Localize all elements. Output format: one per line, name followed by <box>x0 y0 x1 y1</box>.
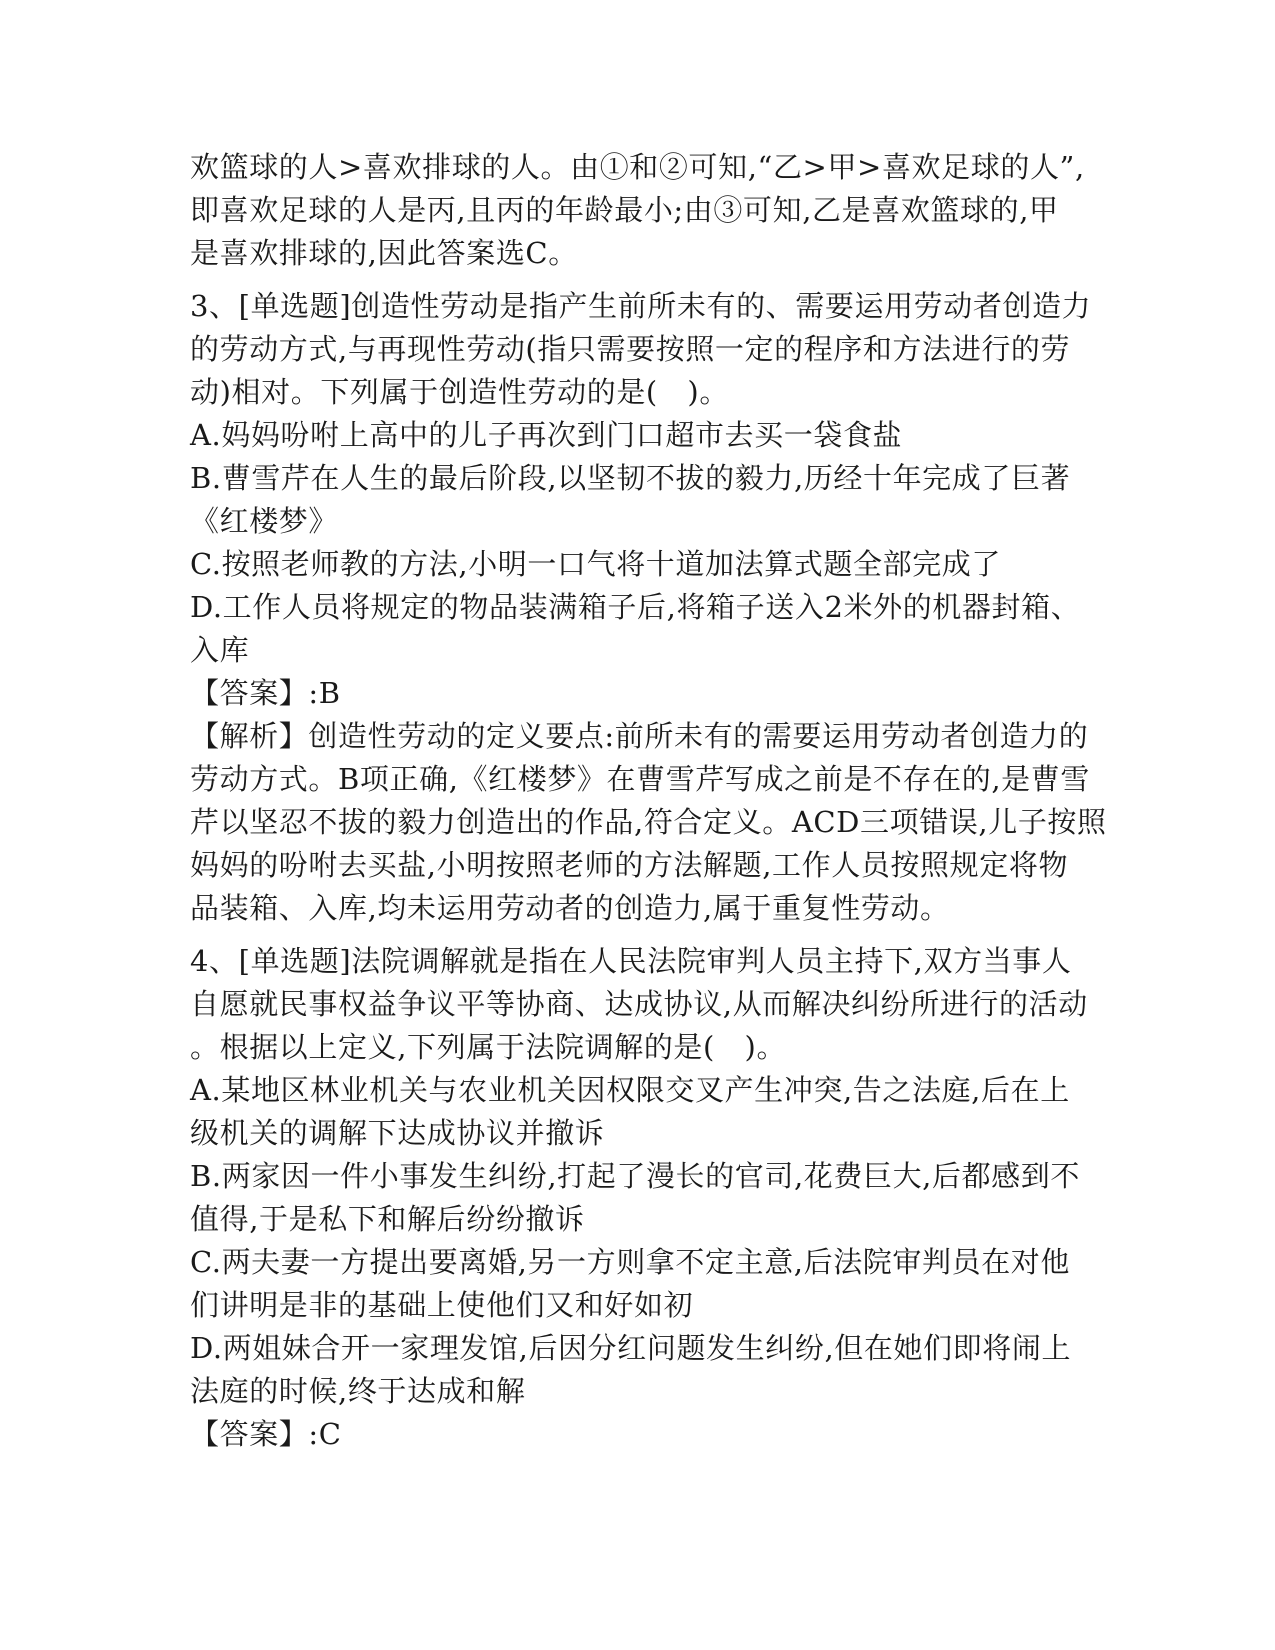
option-d: D.工作人员将规定的物品装满箱子后,将箱子送入2米外的机器封箱、 <box>190 590 1081 624</box>
option-d-continued: 入库 <box>190 633 250 667</box>
analysis-line: 【解析】创造性劳动的定义要点:前所未有的需要运用劳动者创造力的 <box>190 719 1089 753</box>
question-stem-line: 3、[单选题]创造性劳动是指产生前所未有的、需要运用劳动者创造力 <box>190 289 1092 323</box>
option-d-continued: 法庭的时候,终于达成和解 <box>190 1374 526 1408</box>
previous-analysis-continuation <box>190 146 1090 275</box>
text-line: 即喜欢足球的人是丙,且丙的年龄最小;由③可知,乙是喜欢篮球的,甲 <box>190 193 1059 227</box>
answer-label: 【答案】:B <box>190 676 341 710</box>
analysis-line: 劳动方式。B项正确,《红楼梦》在曹雪芹写成之前是不存在的,是曹雪 <box>190 762 1090 796</box>
option-a: A.某地区林业机关与农业机关因权限交叉产生冲突,告之法庭,后在上 <box>190 1073 1070 1107</box>
option-b: B.曹雪芹在人生的最后阶段,以坚韧不拔的毅力,历经十年完成了巨著 <box>190 461 1071 495</box>
text-line: 是喜欢排球的,因此答案选C。 <box>190 236 578 270</box>
question-stem-line: 的劳动方式,与再现性劳动(指只需要按照一定的程序和方法进行的劳 <box>190 332 1071 366</box>
option-a-continued: 级机关的调解下达成协议并撤诉 <box>190 1116 605 1150</box>
document-page <box>190 146 1107 1456</box>
option-c: C.按照老师教的方法,小明一口气将十道加法算式题全部完成了 <box>190 547 1001 581</box>
option-b: B.两家因一件小事发生纠纷,打起了漫长的官司,花费巨大,后都感到不 <box>190 1159 1080 1193</box>
analysis-line: 品装箱、入库,均未运用劳动者的创造力,属于重复性劳动。 <box>190 891 950 925</box>
analysis-line: 芹以坚忍不拔的毅力创造出的作品,符合定义。ACD三项错误,儿子按照 <box>190 805 1107 839</box>
question-stem-line: 4、[单选题]法院调解就是指在人民法院审判人员主持下,双方当事人 <box>190 944 1072 978</box>
option-d: D.两姐妹合开一家理发馆,后因分红问题发生纠纷,但在她们即将闹上 <box>190 1331 1072 1365</box>
option-b-continued: 《红楼梦》 <box>190 504 339 538</box>
question-4 <box>190 940 1090 1456</box>
question-3 <box>190 285 1107 930</box>
question-stem-line: 自愿就民事权益争议平等协商、达成协议,从而解决纠纷所进行的活动 <box>190 987 1088 1021</box>
option-c: C.两夫妻一方提出要离婚,另一方则拿不定主意,后法院审判员在对他 <box>190 1245 1071 1279</box>
option-b-continued: 值得,于是私下和解后纷纷撤诉 <box>190 1202 585 1236</box>
question-stem-line: 。根据以上定义,下列属于法院调解的是( )。 <box>190 1030 787 1064</box>
answer-label: 【答案】:C <box>190 1417 342 1451</box>
option-c-continued: 们讲明是非的基础上使他们又和好如初 <box>190 1288 694 1322</box>
question-stem-line: 动)相对。下列属于创造性劳动的是( )。 <box>190 375 729 409</box>
analysis-line: 妈妈的吩咐去买盐,小明按照老师的方法解题,工作人员按照规定将物 <box>190 848 1069 882</box>
text-line: 欢篮球的人>喜欢排球的人。由①和②可知,“乙>甲>喜欢足球的人”, <box>190 150 1085 184</box>
option-a: A.妈妈吩咐上高中的儿子再次到门口超市去买一袋食盐 <box>190 418 903 452</box>
